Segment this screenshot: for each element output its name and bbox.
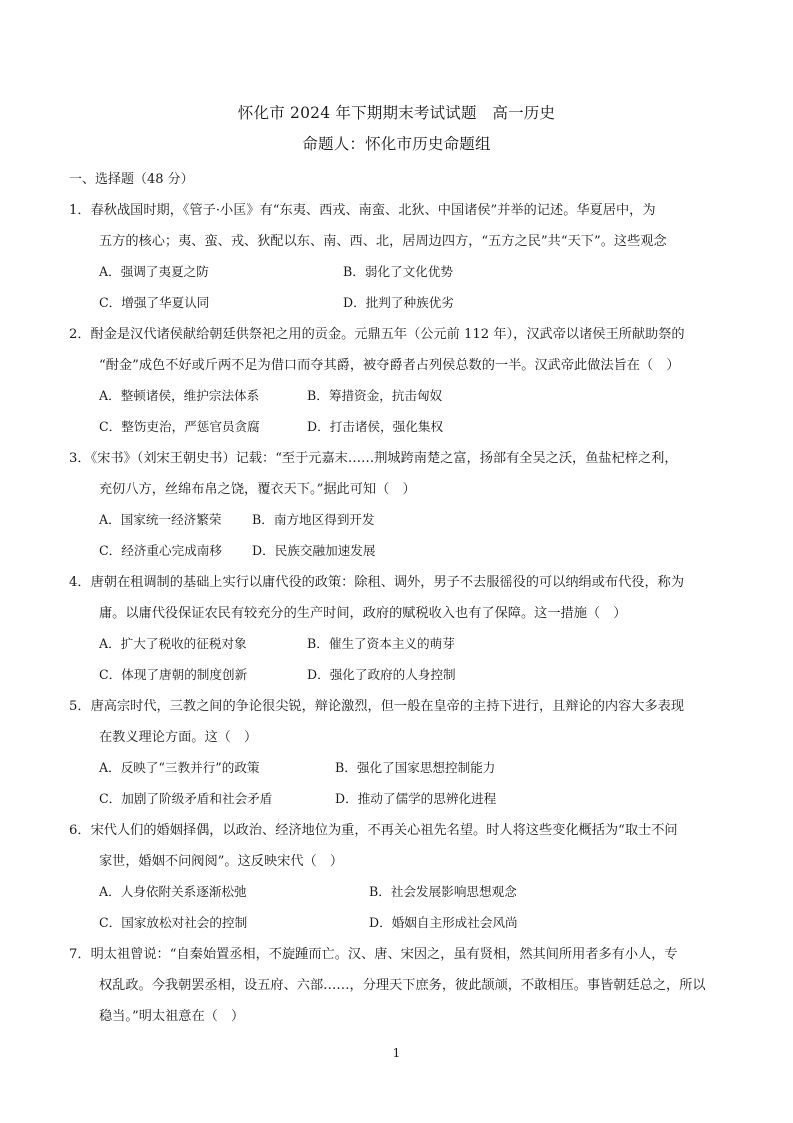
question-1-line-2: 五方的核心；夷、蛮、戎、狄配以东、南、西、北，居周边四方，“五方之民”共“天下”。这些观念: [99, 234, 667, 249]
question-6-line-2: 家世，婚姻不问阀阅”。这反映宋代（ ）: [99, 854, 344, 869]
exam-author: 命题人：怀化市历史命题组: [302, 135, 491, 153]
question-7-line-2: 权乱政。今我朝罢丞相，设五府、六部……，分理天下庶务，彼此颉颃，不敢相压。事皆朝廷总之，所以: [99, 978, 706, 993]
question-5-line-2: 在教义理论方面。这（ ）: [99, 730, 258, 745]
question-3-option-a: A．国家统一经济繁荣: [99, 512, 222, 527]
question-2-option-b: B．筹措资金，抗击匈奴: [307, 388, 443, 403]
question-2-line-1: 2．酎金是汉代诸侯献给朝廷供祭祀之用的贡金。元鼎五年（公元前 112 年），汉武帝以诸侯王所献助祭的: [69, 327, 685, 342]
question-5-option-b: B．强化了国家思想控制能力: [335, 760, 496, 775]
question-4-option-c: C．体现了唐朝的制度创新: [99, 667, 248, 682]
question-3-option-d: D．民族交融加速发展: [252, 543, 376, 558]
question-2-option-d: D．打击诸侯，强化集权: [307, 419, 444, 434]
question-1-option-b: B．弱化了文化优势: [343, 264, 454, 279]
question-6-option-d: D．婚姻自主形成社会风尚: [369, 915, 518, 930]
question-3-option-c: C．经济重心完成南移: [99, 543, 222, 558]
question-5-line-1: 5．唐高宗时代，三教之间的争论很尖锐，辩论激烈，但一般在皇帝的主持下进行，且辩论的内容大多表现: [69, 699, 685, 714]
question-1-line-1: 1．春秋战国时期，《管子·小匡》有“东夷、西戎、南蛮、北狄、中国诸侯”并举的记述。华夏居中，为: [69, 203, 656, 218]
question-7-line-3: 稳当。”明太祖意在（ ）: [99, 1009, 245, 1024]
page-number: 1: [392, 1046, 401, 1060]
question-6-option-b: B．社会发展影响思想观念: [369, 884, 517, 899]
question-1-option-c: C．增强了华夏认同: [99, 295, 210, 310]
question-7-line-1: 7．明太祖曾说：“自秦始置丞相，不旋踵而亡。汉、唐、宋因之，虽有贤相，然其间所用者多有小人，专: [69, 947, 678, 962]
section-heading: 一、选择题（48 分）: [69, 172, 194, 187]
exam-title: 怀化市 2024 年下期期末考试试题 高一历史: [237, 104, 556, 122]
question-4-option-b: B．催生了资本主义的萌芽: [307, 636, 455, 651]
question-3-line-1: 3．《宋书》（刘宋王朝史书）记载：“至于元嘉末……荆城跨南楚之富，扬部有全吴之沃，鱼盐杞梓之利，: [69, 451, 678, 466]
question-6-option-c: C．国家放松对社会的控制: [99, 915, 248, 930]
question-2-option-a: A．整顿诸侯，维护宗法体系: [99, 388, 260, 403]
question-4-option-a: A．扩大了税收的征税对象: [99, 636, 247, 651]
question-6-option-a: A．人身依附关系逐渐松弛: [99, 884, 247, 899]
question-4-option-d: D．强化了政府的人身控制: [307, 667, 456, 682]
question-5-option-c: C．加剧了阶级矛盾和社会矛盾: [99, 791, 273, 806]
question-2-line-2: “酎金”成色不好或斤两不足为借口而夺其爵，被夺爵者占列侯总数的一半。汉武帝此做法旨在（ ）: [99, 358, 680, 373]
question-3-option-b: B．南方地区得到开发: [252, 512, 375, 527]
question-5-option-d: D．推动了儒学的思辨化进程: [335, 791, 497, 806]
question-1-option-a: A．强调了夷夏之防: [99, 264, 209, 279]
question-5-option-a: A．反映了“三教并行”的政策: [99, 760, 260, 775]
question-6-line-1: 6．宋代人们的婚姻择偶，以政治、经济地位为重，不再关心祖先名望。时人将这些变化概括为“取士不问: [69, 823, 678, 838]
question-4-line-1: 4．唐朝在租调制的基础上实行以庸代役的政策：除租、调外，男子不去服徭役的可以纳绢或布代役，称为: [69, 575, 685, 590]
question-3-line-2: 充仞八方，丝绵布帛之饶，覆衣天下。”据此可知（ ）: [99, 482, 416, 497]
question-4-line-2: 庸。以庸代役保证农民有较充分的生产时间，政府的赋税收入也有了保障。这一措施（ ）: [99, 606, 627, 621]
question-1-option-d: D．批判了种族优劣: [343, 295, 454, 310]
question-2-option-c: C．整饬吏治，严惩官员贪腐: [99, 419, 260, 434]
